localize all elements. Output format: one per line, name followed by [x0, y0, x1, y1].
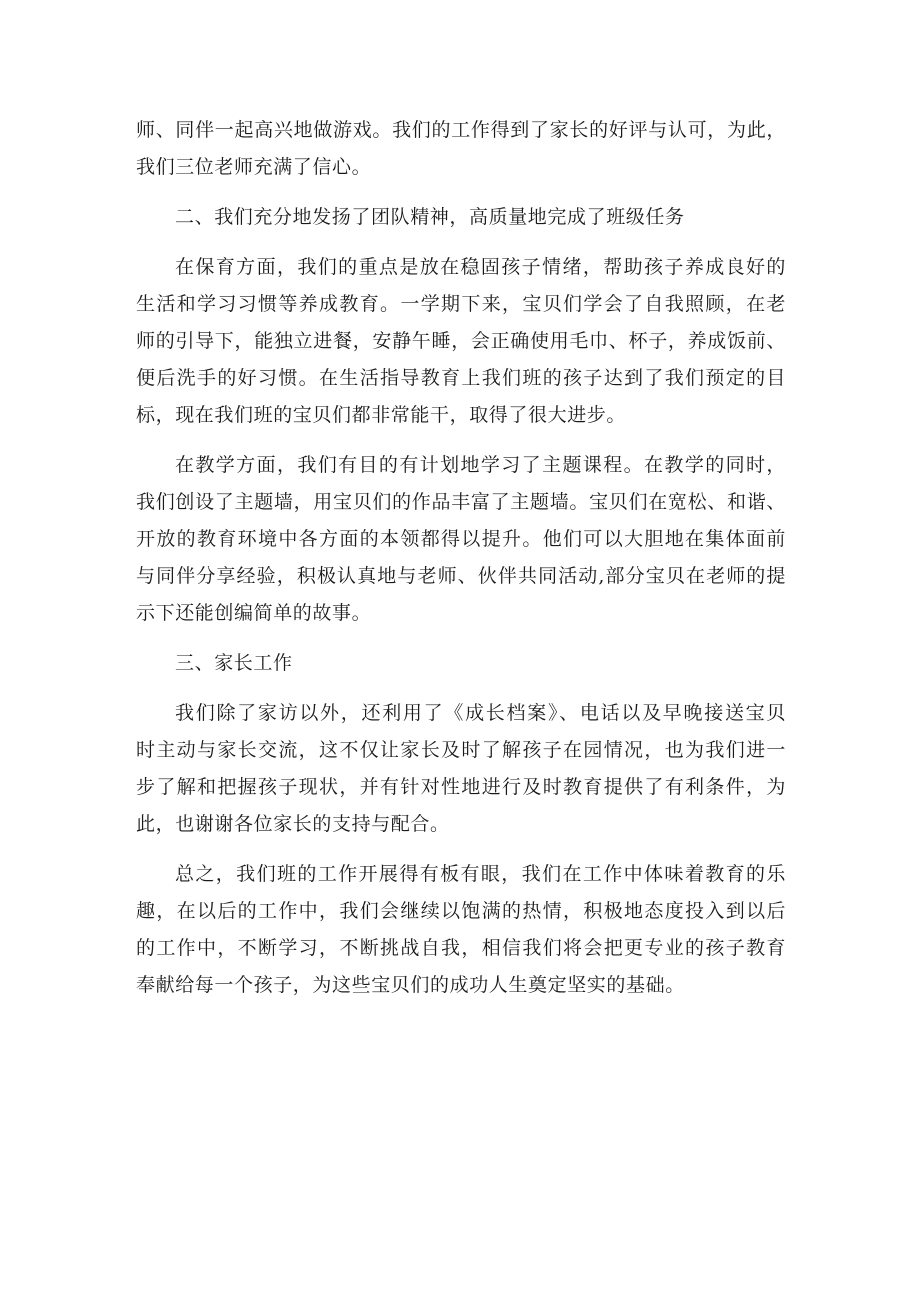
paragraph	[136, 856, 786, 1004]
section-heading	[136, 199, 786, 236]
paragraph-gap	[136, 682, 786, 695]
text-line: 标，现在我们班的宝贝们都非常能干，取得了很大进步。	[136, 404, 627, 426]
paragraph-gap	[136, 434, 786, 447]
paragraph	[136, 112, 786, 186]
text-line: 我们除了家访以外，还利用了《成长档案》、电话以及早晚接送宝贝	[175, 702, 786, 724]
text-line: 在教学方面，我们有目的有计划地学习了主题课程。在教学的同时，	[175, 454, 786, 476]
text-line: 开放的教育环境中各方面的本领都得以提升。他们可以大胆地在集体面前	[136, 528, 786, 550]
section-heading	[136, 645, 786, 682]
text-line: 师、同伴一起高兴地做游戏。我们的工作得到了家长的好评与认可，为此，	[136, 119, 786, 141]
text-line: 便后洗手的好习惯。在生活指导教育上我们班的孩子达到了我们预定的目	[136, 367, 786, 389]
paragraph-gap	[136, 236, 786, 249]
paragraph	[136, 249, 786, 434]
text-line: 此，也谢谢各位家长的支持与配合。	[136, 813, 450, 835]
text-line: 趣，在以后的工作中，我们会继续以饱满的热情，积极地态度投入到以后	[136, 900, 786, 922]
text-line: 示下还能创编简单的故事。	[136, 602, 372, 624]
paragraph-gap	[136, 632, 786, 645]
text-line: 我们三位老师充满了信心。	[136, 156, 372, 178]
text-line: 在保育方面，我们的重点是放在稳固孩子情绪，帮助孩子养成良好的	[175, 256, 786, 278]
text-line: 步了解和把握孩子现状，并有针对性地进行及时教育提供了有利条件，为	[136, 776, 786, 798]
paragraph	[136, 447, 786, 632]
text-line: 三、家长工作	[175, 652, 293, 674]
text-line: 我们创设了主题墙，用宝贝们的作品丰富了主题墙。宝贝们在宽松、和谐、	[136, 491, 786, 513]
paragraph-gap	[136, 186, 786, 199]
document-body	[136, 112, 786, 1004]
text-line: 二、我们充分地发扬了团队精神，高质量地完成了班级任务	[175, 206, 685, 228]
paragraph	[136, 695, 786, 843]
text-line: 奉献给每一个孩子，为这些宝贝们的成功人生奠定坚实的基础。	[136, 974, 685, 996]
text-line: 的工作中，不断学习，不断挑战自我，相信我们将会把更专业的孩子教育	[136, 937, 786, 959]
text-line: 生活和学习习惯等养成教育。一学期下来，宝贝们学会了自我照顾，在老	[136, 293, 786, 315]
paragraph-gap	[136, 843, 786, 856]
text-line: 与同伴分享经验，积极认真地与老师、伙伴共同活动,部分宝贝在老师的提	[136, 565, 786, 587]
text-line: 总之，我们班的工作开展得有板有眼，我们在工作中体味着教育的乐	[175, 863, 786, 885]
text-line: 时主动与家长交流，这不仅让家长及时了解孩子在园情况，也为我们进一	[136, 739, 786, 761]
text-line: 师的引导下，能独立进餐，安静午睡，会正确使用毛巾、杯子，养成饭前、	[136, 330, 786, 352]
